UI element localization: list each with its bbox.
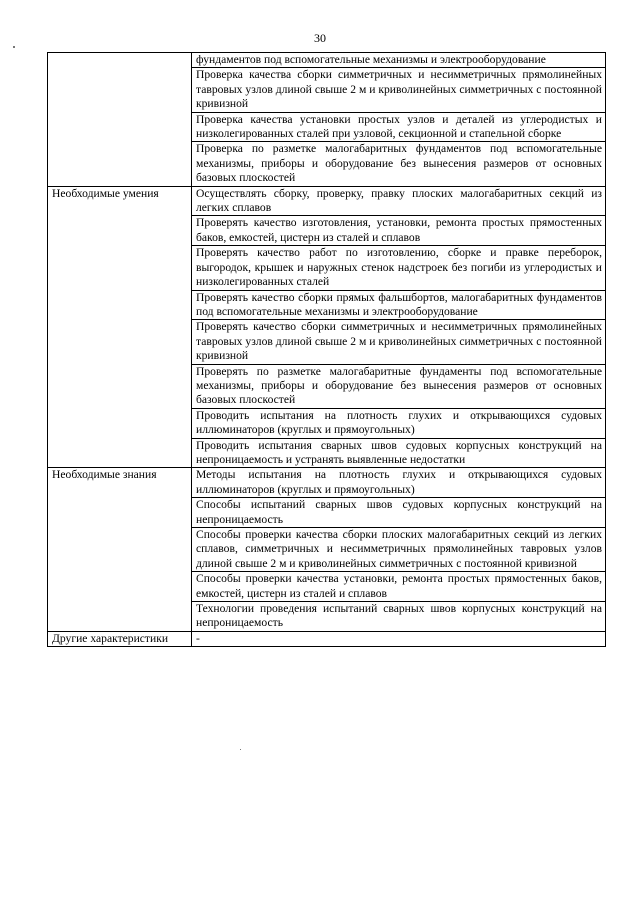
section-label: Необходимые знания bbox=[48, 468, 192, 631]
section-label: Необходимые умения bbox=[48, 186, 192, 468]
requirement-text: Проводить испытания на плотность глухих и открывающихся судовых иллюминаторов (круглых и прямоугольных) bbox=[192, 408, 606, 438]
scan-speck bbox=[13, 46, 15, 48]
requirement-text: Проверять качество работ по изготовлению, сборке и правке переборок, выгородок, крышек и наружных стенок надстроек без погиби из углеродистых и низколегированных сталей bbox=[192, 246, 606, 290]
requirement-text: Проверять по разметке малогабаритные фундаменты под вспомогательные механизмы, приборы и оборудование без вынесения размеров от основных базовых плоскостей bbox=[192, 364, 606, 408]
requirement-text: Проверка качества установки простых узлов и деталей из углеродистых и низколегированных сталей при узловой, секционной и стапельной сборке bbox=[192, 112, 606, 142]
section-label: Другие характеристики bbox=[48, 631, 192, 646]
section-label bbox=[48, 53, 192, 187]
requirement-text: Способы проверки качества сборки плоских малогабаритных секций из легких сплавов, симметричных и несимметричных прямолинейных тавровых узлов длиной свыше 2 м и криволинейных симметричных с постоянной кривизной bbox=[192, 528, 606, 572]
requirement-text: Проверка качества сборки симметричных и несимметричных прямолинейных тавровых узлов длиной свыше 2 м и криволинейных симметричных с постоянной кривизной bbox=[192, 68, 606, 112]
requirement-text: Способы испытаний сварных швов судовых корпусных конструкций на непроницаемость bbox=[192, 498, 606, 528]
table-row bbox=[48, 53, 606, 68]
requirement-text: Технологии проведения испытаний сварных швов корпусных конструкций на непроницаемость bbox=[192, 602, 606, 632]
requirement-text: - bbox=[192, 631, 606, 646]
requirement-text: Осуществлять сборку, проверку, правку плоских малогабаритных секций из легких сплавов bbox=[192, 186, 606, 216]
table-row bbox=[48, 186, 606, 216]
requirement-text: Проверка по разметке малогабаритных фундаментов под вспомогательные механизмы, приборы и оборудование без вынесения размеров от основных базовых плоскостей bbox=[192, 142, 606, 186]
requirement-text: Проверять качество сборки симметричных и несимметричных прямолинейных тавровых узлов длиной свыше 2 м и криволинейных симметричных с постоянной кривизной bbox=[192, 320, 606, 364]
requirement-text: Проводить испытания сварных швов судовых корпусных конструкций на непроницаемость и устранять выявленные недостатки bbox=[192, 438, 606, 468]
page-number: 30 bbox=[314, 31, 326, 45]
requirement-text: фундаментов под вспомогательные механизмы и электрооборудование bbox=[192, 53, 606, 68]
requirements-table bbox=[47, 52, 606, 647]
table-row bbox=[48, 631, 606, 646]
requirement-text: Способы проверки качества установки, ремонта простых прямостенных баков, емкостей, цистерн из сталей и сплавов bbox=[192, 572, 606, 602]
scan-speck bbox=[240, 749, 241, 750]
requirement-text: Проверять качество сборки прямых фальшбортов, малогабаритных фундаментов под вспомогательные механизмы и электрооборудование bbox=[192, 290, 606, 320]
requirement-text: Методы испытания на плотность глухих и открывающихся судовых иллюминаторов (круглых и прямоугольных) bbox=[192, 468, 606, 498]
requirement-text: Проверять качество изготовления, установки, ремонта простых прямостенных баков, емкостей, цистерн из сталей и сплавов bbox=[192, 216, 606, 246]
table-row bbox=[48, 468, 606, 498]
